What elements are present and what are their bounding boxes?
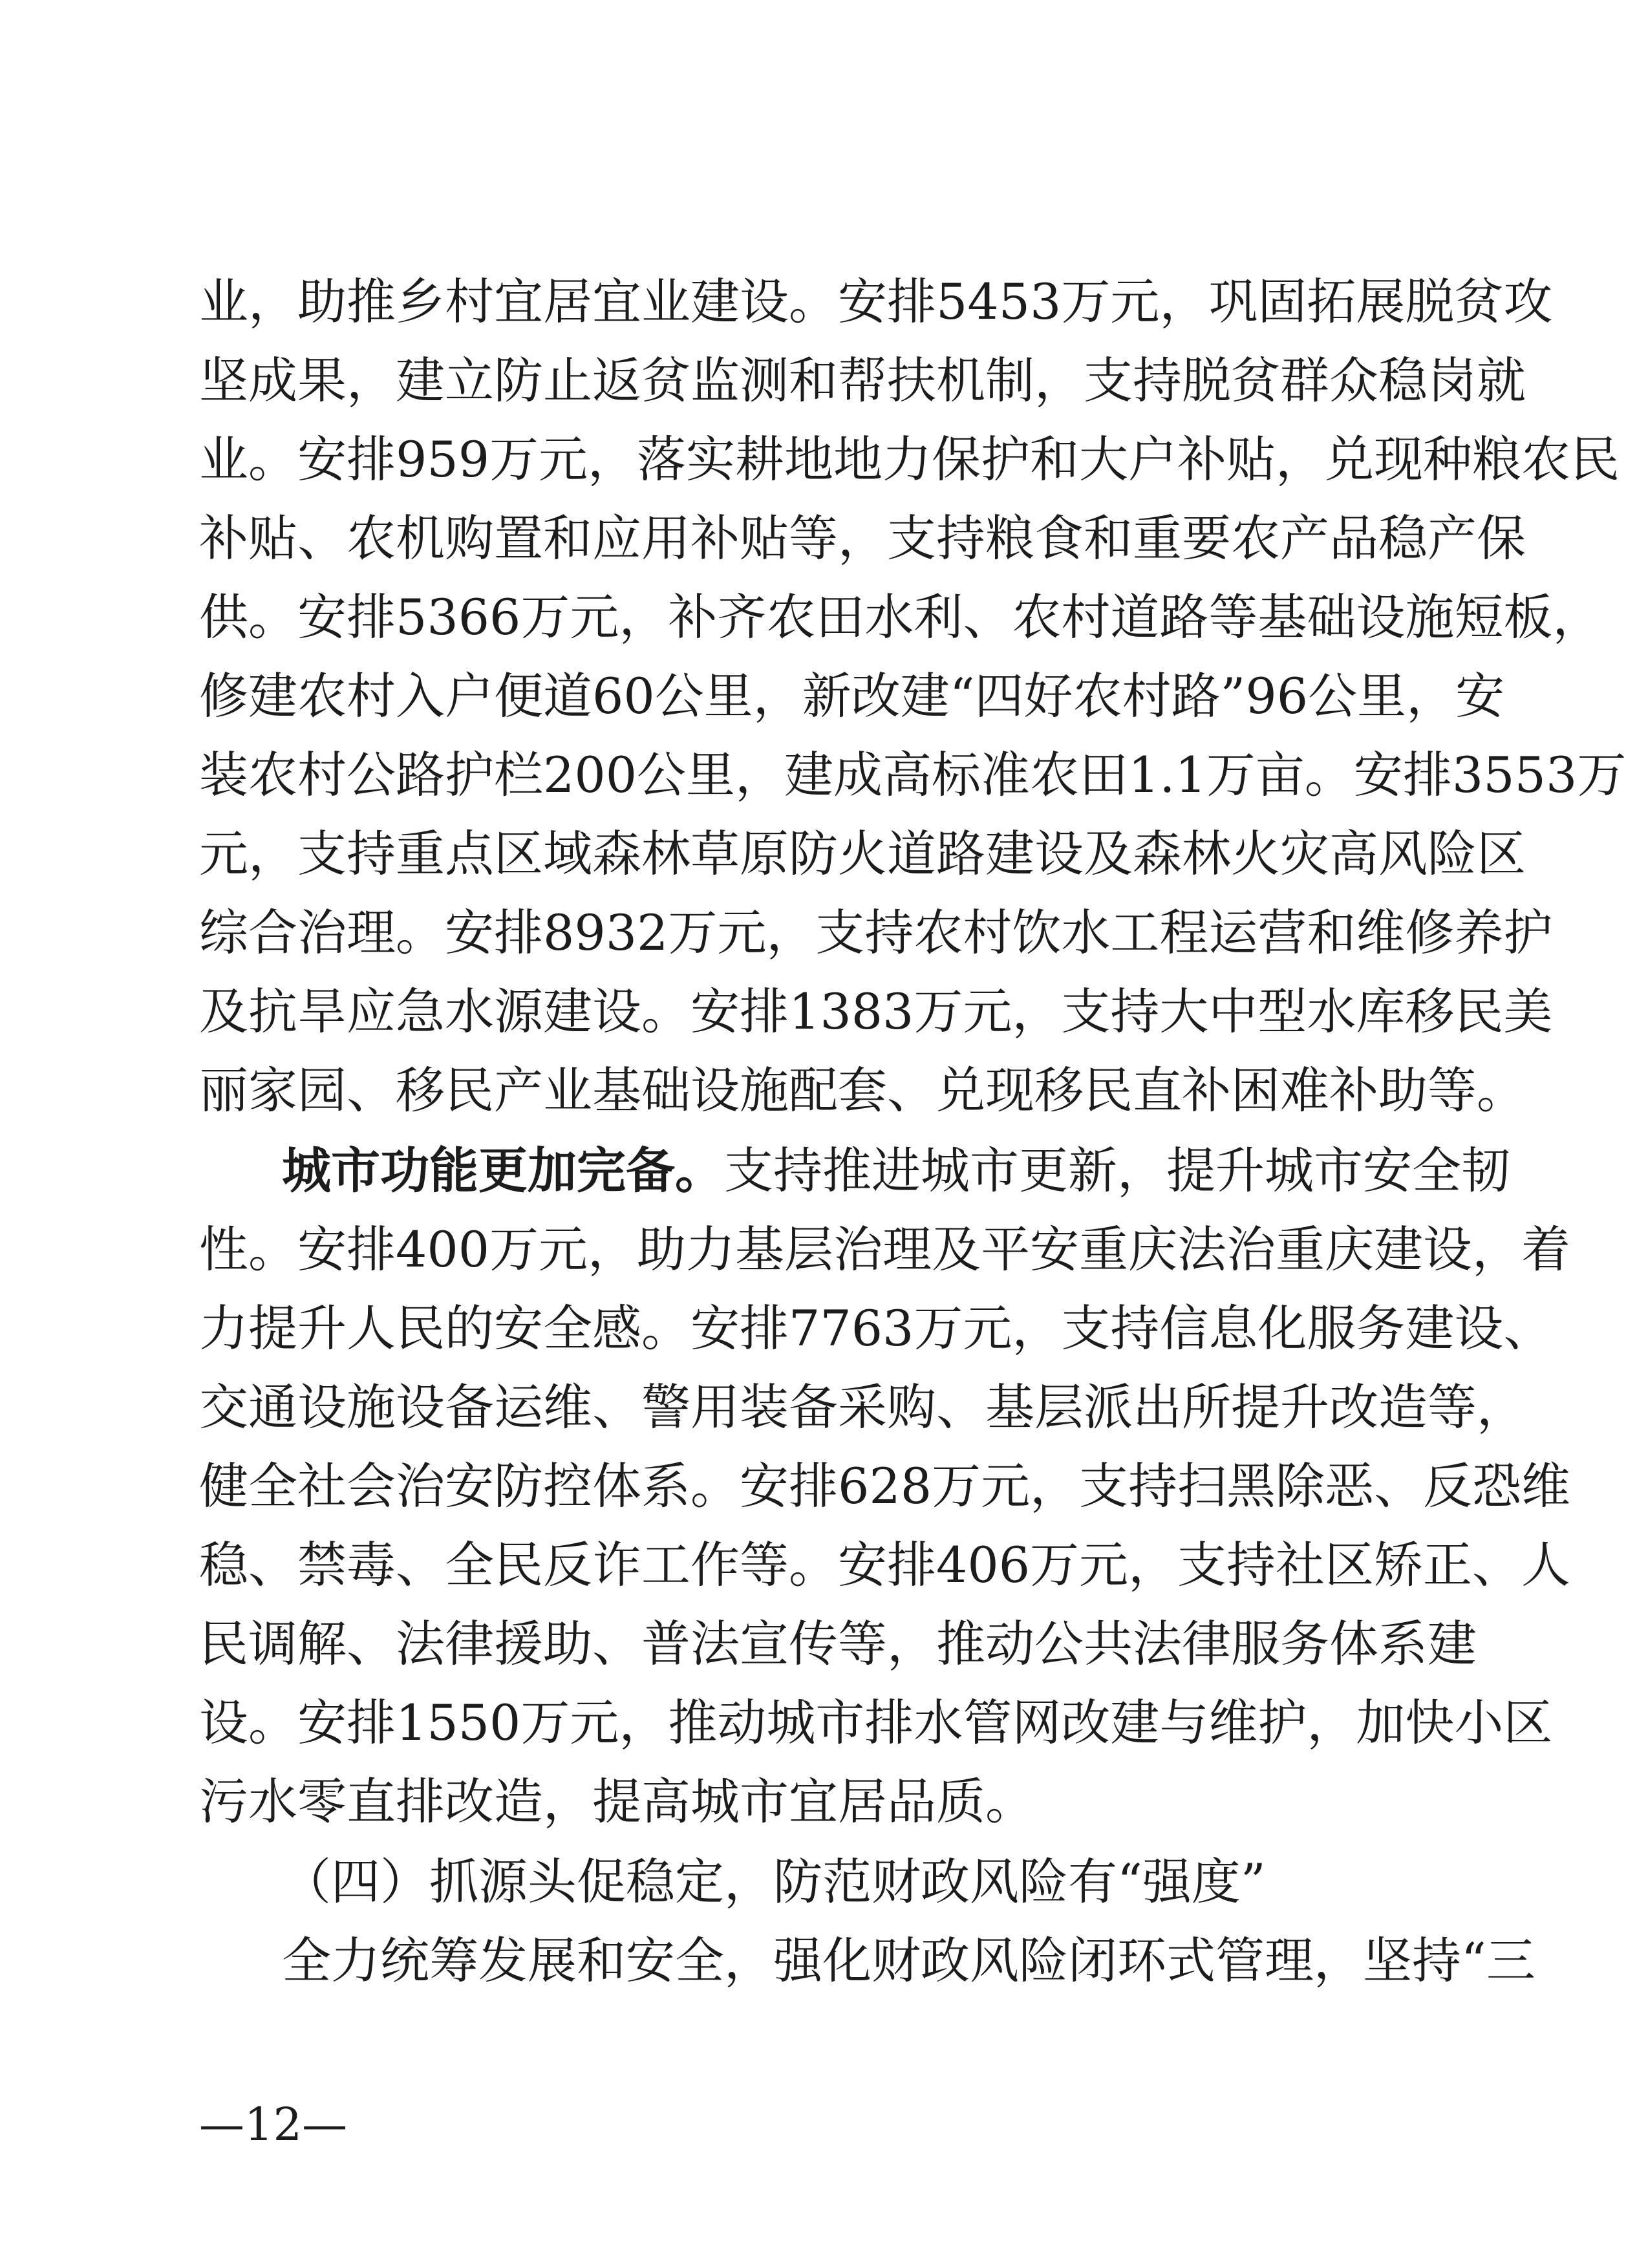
paragraph-line: 稳、禁毒、全民反诈工作等。安排406万元，支持社区矫正、人 — [199, 1536, 1571, 1594]
paragraph-line: 污水零直排改造，提高城市宜居品质。 — [199, 1773, 1034, 1830]
paragraph-line: 坚成果，建立防止返贫监测和帮扶机制，支持脱贫群众稳岗就 — [199, 352, 1526, 409]
paragraph-line: 供。安排5366万元，补齐农田水利、农村道路等基础设施短板， — [199, 588, 1602, 646]
paragraph-line: 力提升人民的安全感。安排7763万元，支持信息化服务建设、 — [199, 1300, 1553, 1357]
paragraph-line: 及抗旱应急水源建设。安排1383万元，支持大中型水库移民美 — [199, 983, 1553, 1040]
paragraph-line: 修建农村入户便道60公里，新改建“四好农村路”96公里，安 — [199, 667, 1505, 725]
paragraph-line: 健全社会治安防控体系。安排628万元，支持扫黑除恶、反恐维 — [199, 1457, 1571, 1515]
paragraph-line: 元，支持重点区域森林草原防火道路建设及森林火灾高风险区 — [199, 825, 1526, 883]
paragraph-first-line — [282, 1135, 1510, 1206]
page-number: —12— — [199, 2098, 348, 2151]
paragraph-line: 丽家园、移民产业基础设施配套、兑现移民直补困难补助等。 — [199, 1062, 1526, 1119]
paragraph-line: 业，助推乡村宜居宜业建设。安排5453万元，巩固拓展脱贫攻 — [199, 273, 1553, 330]
paragraph-line: 性。安排400万元，助力基层治理及平安重庆法治重庆建设，着 — [199, 1221, 1571, 1278]
paragraph-line: 设。安排1550万元，推动城市排水管网改建与维护，加快小区 — [199, 1694, 1553, 1751]
paragraph-line: 业。安排959万元，落实耕地地力保护和大户补贴，兑现种粮农民 — [199, 431, 1620, 488]
paragraph-line: 补贴、农机购置和应用补贴等，支持粮食和重要农产品稳产保 — [199, 509, 1526, 567]
paragraph-line: 装农村公路护栏200公里，建成高标准农田1.1万亩。安排3553万 — [199, 746, 1626, 804]
paragraph-line: 综合治理。安排8932万元，支持农村饮水工程运营和维修养护 — [199, 904, 1553, 961]
paragraph-line: 交通设施设备运维、警用装备采购、基层派出所提升改造等， — [199, 1378, 1526, 1436]
paragraph-line: 全力统筹发展和安全，强化财政风险闭环式管理，坚持“三 — [282, 1932, 1535, 1989]
paragraph-heading: 城市功能更加完备。 — [282, 1142, 724, 1199]
section-heading: （四）抓源头促稳定，防范财政风险有“强度” — [282, 1853, 1266, 1910]
paragraph-line: 民调解、法律援助、普法宣传等，推动公共法律服务体系建 — [199, 1615, 1477, 1673]
paragraph-text: 支持推进城市更新，提升城市安全韧 — [724, 1142, 1510, 1199]
